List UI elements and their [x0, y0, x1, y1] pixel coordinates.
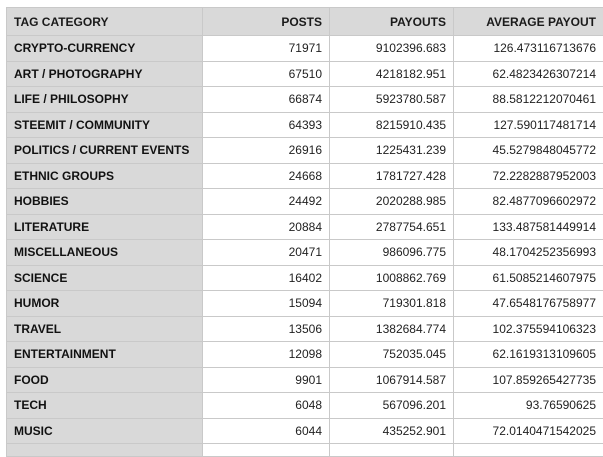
average-payout-cell: 126.473116713676 — [454, 36, 603, 62]
posts-cell: 24492 — [203, 189, 330, 215]
table-row — [7, 61, 603, 87]
category-cell: ETHNIC GROUPS — [7, 163, 203, 189]
table-row — [7, 87, 603, 113]
average-payout-cell: 61.5085214607975 — [454, 265, 603, 291]
posts-cell: 64393 — [203, 112, 330, 138]
posts-cell: 6044 — [203, 418, 330, 444]
category-cell: TRAVEL — [7, 316, 203, 342]
table-row — [7, 265, 603, 291]
payouts-cell: 986096.775 — [330, 240, 454, 266]
average-payout-cell: 47.6548176758977 — [454, 291, 603, 317]
payouts-cell: 4218182.951 — [330, 61, 454, 87]
table-row — [7, 316, 603, 342]
table-row — [7, 393, 603, 419]
average-payout-cell: 45.5279848045772 — [454, 138, 603, 164]
average-payout-cell: 48.1704252356993 — [454, 240, 603, 266]
payouts-cell: 1008862.769 — [330, 265, 454, 291]
header-average-payout: AVERAGE PAYOUT — [454, 8, 603, 36]
average-payout-cell: 107.859265427735 — [454, 367, 603, 393]
average-payout-cell: 93.76590625 — [454, 393, 603, 419]
table-row — [7, 214, 603, 240]
average-payout-cell: 72.2282887952003 — [454, 163, 603, 189]
posts-cell: 24668 — [203, 163, 330, 189]
header-tag-category: TAG CATEGORY — [7, 8, 203, 36]
category-cell: LITERATURE — [7, 214, 203, 240]
category-cell: HOBBIES — [7, 189, 203, 215]
average-payout-cell: 127.590117481714 — [454, 112, 603, 138]
posts-cell: 9901 — [203, 367, 330, 393]
table-row — [7, 36, 603, 62]
payouts-cell: 435252.901 — [330, 418, 454, 444]
category-cell: POLITICS / CURRENT EVENTS — [7, 138, 203, 164]
payouts-cell: 1781727.428 — [330, 163, 454, 189]
category-cell: SCIENCE — [7, 265, 203, 291]
average-payout-cell: 72.0140471542025 — [454, 418, 603, 444]
header-payouts: PAYOUTS — [330, 8, 454, 36]
table-row — [7, 189, 603, 215]
posts-cell: 26916 — [203, 138, 330, 164]
average-payout-cell: 102.375594106323 — [454, 316, 603, 342]
table-row — [7, 291, 603, 317]
payouts-cell: 9102396.683 — [330, 36, 454, 62]
table-row — [7, 342, 603, 368]
payouts-cell: 8215910.435 — [330, 112, 454, 138]
payouts-cell: 5923780.587 — [330, 87, 454, 113]
average-payout-cell: 88.5812212070461 — [454, 87, 603, 113]
empty-cell — [7, 444, 203, 457]
average-payout-cell: 82.4877096602972 — [454, 189, 603, 215]
payouts-cell: 1382684.774 — [330, 316, 454, 342]
header-posts: POSTS — [203, 8, 330, 36]
posts-cell: 16402 — [203, 265, 330, 291]
table-row — [7, 418, 603, 444]
table-row — [7, 138, 603, 164]
category-cell: ART / PHOTOGRAPHY — [7, 61, 203, 87]
empty-cell — [454, 444, 603, 457]
category-cell: MISCELLANEOUS — [7, 240, 203, 266]
payout-table — [6, 7, 603, 457]
payouts-cell: 1067914.587 — [330, 367, 454, 393]
payouts-cell: 719301.818 — [330, 291, 454, 317]
payouts-cell: 567096.201 — [330, 393, 454, 419]
table-row — [7, 240, 603, 266]
empty-cell — [330, 444, 454, 457]
empty-cell — [203, 444, 330, 457]
posts-cell: 67510 — [203, 61, 330, 87]
average-payout-cell: 62.1619313109605 — [454, 342, 603, 368]
category-cell: LIFE / PHILOSOPHY — [7, 87, 203, 113]
category-cell: MUSIC — [7, 418, 203, 444]
posts-cell: 15094 — [203, 291, 330, 317]
posts-cell: 12098 — [203, 342, 330, 368]
payouts-cell: 1225431.239 — [330, 138, 454, 164]
payouts-cell: 752035.045 — [330, 342, 454, 368]
posts-cell: 71971 — [203, 36, 330, 62]
payouts-cell: 2787754.651 — [330, 214, 454, 240]
posts-cell: 20471 — [203, 240, 330, 266]
posts-cell: 6048 — [203, 393, 330, 419]
average-payout-cell: 62.4823426307214 — [454, 61, 603, 87]
category-cell: FOOD — [7, 367, 203, 393]
payouts-cell: 2020288.985 — [330, 189, 454, 215]
average-payout-cell: 133.487581449914 — [454, 214, 603, 240]
category-cell: STEEMIT / COMMUNITY — [7, 112, 203, 138]
category-cell: CRYPTO-CURRENCY — [7, 36, 203, 62]
table-row — [7, 367, 603, 393]
table-row — [7, 163, 603, 189]
category-cell: TECH — [7, 393, 203, 419]
posts-cell: 66874 — [203, 87, 330, 113]
category-cell: HUMOR — [7, 291, 203, 317]
header-row — [7, 8, 603, 36]
category-cell: ENTERTAINMENT — [7, 342, 203, 368]
table-row — [7, 112, 603, 138]
empty-row — [7, 444, 603, 457]
posts-cell: 20884 — [203, 214, 330, 240]
posts-cell: 13506 — [203, 316, 330, 342]
